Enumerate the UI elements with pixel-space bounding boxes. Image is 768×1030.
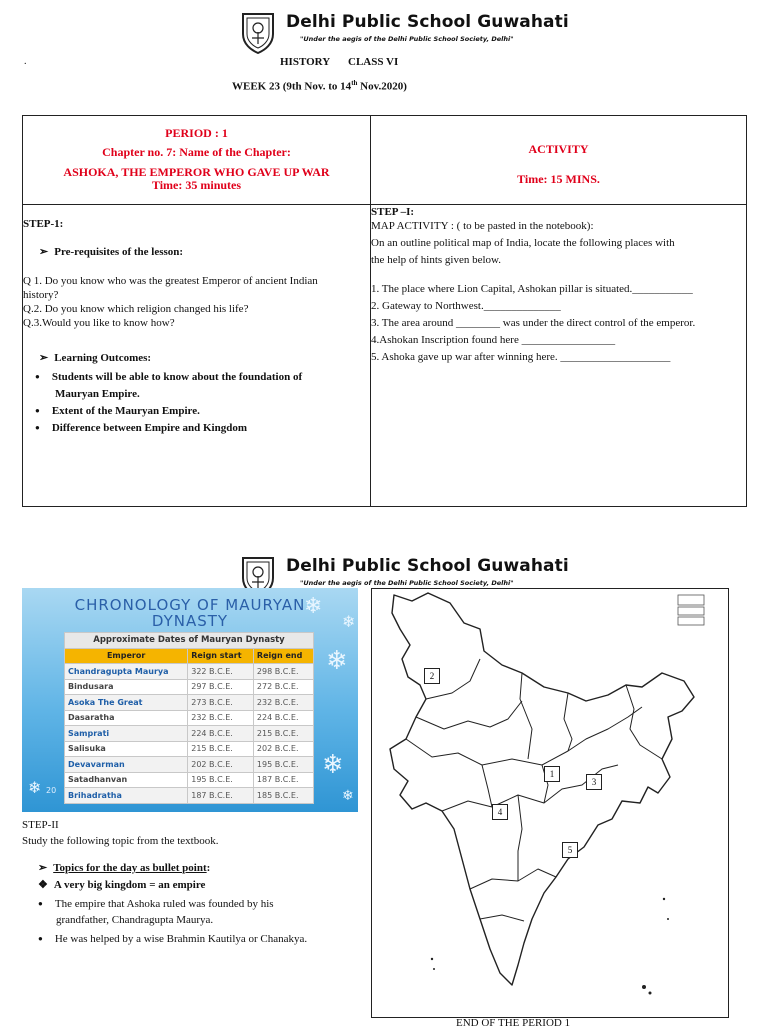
outcome-item: ● Students will be able to know about the foundation of	[35, 369, 370, 386]
slide-title-line2: DYNASTY	[151, 612, 229, 630]
snowflake-icon: ❄	[342, 612, 356, 631]
reign-end-cell: 195 B.C.E.	[253, 757, 313, 773]
big-kingdom-point: ❖ A very big kingdom = an empire	[38, 879, 206, 891]
map-hint: 1. The place where Lion Capital, Ashokan pillar is situated.___________	[371, 283, 693, 295]
reign-start-cell: 273 B.C.E.	[188, 695, 254, 711]
reign-start-cell: 322 B.C.E.	[188, 664, 254, 680]
dynasty-row	[65, 741, 314, 757]
dynasty-table	[64, 632, 314, 804]
reign-end-cell: 224 B.C.E.	[253, 710, 313, 726]
period-cell	[23, 116, 371, 205]
snowflake-icon: ❄	[322, 750, 344, 780]
chapter-label: Chapter no. 7: Name of the Chapter:	[102, 145, 291, 159]
question-line: Q.3.Would you like to know how?	[23, 317, 175, 329]
column-header: Reign start	[188, 648, 254, 664]
reign-end-cell: 298 B.C.E.	[253, 664, 313, 680]
reign-start-cell: 195 B.C.E.	[188, 772, 254, 788]
emperor-cell: Satadhanvan	[65, 772, 188, 788]
end-of-period-label: END OF THE PERIOD 1	[456, 1017, 571, 1029]
dynasty-row	[65, 757, 314, 773]
school-header-top	[0, 8, 768, 58]
slide-title-line1: CHRONOLOGY OF MAURYAN	[74, 596, 306, 614]
school-name: Delhi Public School Guwahati	[286, 12, 569, 32]
reign-start-cell: 202 B.C.E.	[188, 757, 254, 773]
reign-end-cell: 202 B.C.E.	[253, 741, 313, 757]
snowflake-icon: ❄	[28, 778, 42, 797]
emperor-cell: Bindusara	[65, 679, 188, 695]
empire-point: ● The empire that Ashoka ruled was founded by his	[38, 897, 274, 912]
emperor-cell: Asoka The Great	[65, 695, 188, 711]
step1-heading: STEP-1:	[23, 218, 64, 230]
school-name: Delhi Public School Guwahati	[286, 556, 569, 576]
snowflake-icon: ❄	[326, 646, 348, 676]
dynasty-row	[65, 710, 314, 726]
column-header: Emperor	[65, 648, 188, 664]
outcome-item: ● Difference between Empire and Kingdom	[35, 420, 370, 437]
map-marker-5: 5	[562, 842, 578, 858]
dynasty-row	[65, 664, 314, 680]
emperor-cell: Samprati	[65, 726, 188, 742]
map-instruction: On an outline political map of India, locate the following places with	[371, 237, 675, 249]
step-i-heading: STEP –I:	[371, 206, 415, 218]
reign-start-cell: 297 B.C.E.	[188, 679, 254, 695]
emperor-cell: Salisuka	[65, 741, 188, 757]
school-tagline: "Under the aegis of the Delhi Public School Society, Delhi"	[300, 579, 514, 587]
map-hint: 2. Gateway to Northwest.______________	[371, 300, 561, 312]
emperor-cell: Devavarman	[65, 757, 188, 773]
reign-end-cell: 232 B.C.E.	[253, 695, 313, 711]
step2-heading: STEP-II	[22, 819, 59, 831]
reign-start-cell: 232 B.C.E.	[188, 710, 254, 726]
snowflake-icon: ❄	[304, 594, 323, 619]
reign-start-cell: 224 B.C.E.	[188, 726, 254, 742]
subject-label: HISTORY	[280, 56, 331, 68]
empire-point-cont: grandfather, Chandragupta Maurya.	[56, 914, 214, 926]
map-activity-label: MAP ACTIVITY : ( to be pasted in the notebook):	[371, 220, 594, 232]
question-line: Q.2. Do you know which religion changed his life?	[23, 303, 249, 315]
kautilya-point: ● He was helped by a wise Brahmin Kautilya or Chanakya.	[38, 932, 307, 947]
reign-start-cell: 215 B.C.E.	[188, 741, 254, 757]
dynasty-row	[65, 726, 314, 742]
map-marker-4: 4	[492, 804, 508, 820]
dynasty-row	[65, 772, 314, 788]
step2-intro: Study the following topic from the textbook.	[22, 835, 219, 847]
map-instruction: the help of hints given below.	[371, 254, 502, 266]
outcome-item: ● Extent of the Mauryan Empire.	[35, 403, 370, 420]
reign-end-cell: 272 B.C.E.	[253, 679, 313, 695]
map-marker-2: 2	[424, 668, 440, 684]
question-line: Q 1. Do you know who was the greatest Emperor of ancient Indian	[23, 275, 318, 287]
stray-mark: .	[24, 56, 27, 67]
emperor-cell: Dasaratha	[65, 710, 188, 726]
emperor-cell: Chandragupta Maurya	[65, 664, 188, 680]
map-marker-3: 3	[586, 774, 602, 790]
class-label: CLASS VI	[348, 56, 399, 68]
week-label: WEEK 23 (9th Nov. to 14th Nov.2020)	[232, 79, 407, 93]
lesson-table	[22, 115, 747, 507]
snowflake-icon: ❄	[342, 788, 354, 804]
school-crest-icon	[240, 10, 276, 54]
prereq-heading: ➢ Pre-requisites of the lesson:	[39, 245, 370, 259]
period-title: PERIOD : 1	[165, 126, 228, 140]
question-line: history?	[23, 289, 59, 301]
map-marker-1: 1	[544, 766, 560, 782]
dynasty-table-caption: Approximate Dates of Mauryan Dynasty	[65, 633, 314, 649]
school-tagline: "Under the aegis of the Delhi Public School Society, Delhi"	[300, 35, 514, 43]
activity-cell	[371, 116, 747, 205]
chapter-name: ASHOKA, THE EMPEROR WHO GAVE UP WAR	[63, 165, 330, 179]
map-hint: 3. The area around ________ was under the direct control of the emperor.	[371, 317, 696, 329]
activity-time: Time: 15 MINS.	[517, 172, 600, 186]
step-i-cell	[371, 205, 747, 507]
dynasty-row	[65, 695, 314, 711]
outcomes-heading: ➢ Learning Outcomes:	[39, 351, 370, 365]
map-scale-icon	[678, 595, 704, 625]
reign-start-cell: 187 B.C.E.	[188, 788, 254, 804]
reign-end-cell: 215 B.C.E.	[253, 726, 313, 742]
dynasty-row	[65, 788, 314, 804]
mauryan-chronology-slide	[22, 588, 358, 812]
step1-cell	[23, 205, 371, 507]
india-map-drawing	[372, 589, 728, 1017]
column-header: Reign end	[253, 648, 313, 664]
map-hint: 4.Ashokan Inscription found here _________________	[371, 334, 616, 346]
topics-heading: ➢ Topics for the day as bullet point:	[38, 862, 211, 874]
reign-end-cell: 187 B.C.E.	[253, 772, 313, 788]
outcome-item-cont: Mauryan Empire.	[55, 388, 140, 400]
dynasty-row	[65, 679, 314, 695]
map-hint: 5. Ashoka gave up war after winning here. ____________________	[371, 351, 671, 363]
emperor-cell: Brihadratha	[65, 788, 188, 804]
period-time: Time: 35 minutes	[151, 178, 242, 192]
reign-end-cell: 185 B.C.E.	[253, 788, 313, 804]
slide-number: 20	[46, 786, 57, 795]
activity-title: ACTIVITY	[528, 142, 589, 156]
india-outline-map	[371, 588, 729, 1018]
